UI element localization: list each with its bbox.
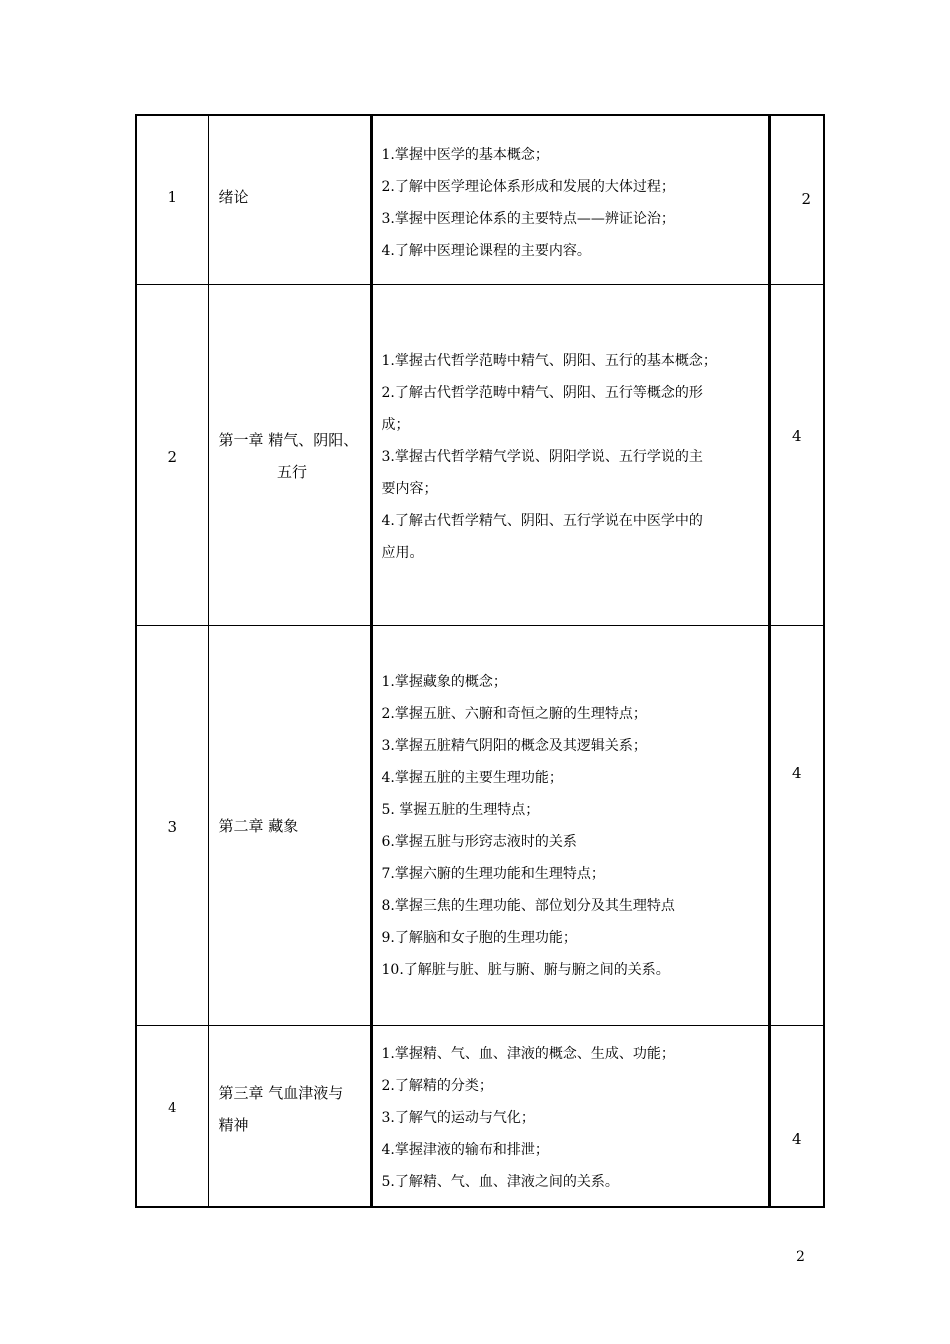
chapter-title-line: 精神: [218, 1115, 249, 1134]
chapter-title-line: 第二章 藏象: [218, 817, 299, 835]
class-hours: 4: [769, 284, 824, 625]
chapter-title: [208, 625, 371, 1025]
table-row: [136, 284, 824, 625]
row-number: 4: [136, 1025, 208, 1207]
learning-goals: [371, 1025, 769, 1207]
chapter-title-line: 绪论: [218, 187, 249, 206]
chapter-title: [208, 115, 371, 284]
goal-item: 10.了解脏与脏、脏与腑、腑与腑之间的关系。: [381, 962, 670, 978]
goal-item: 2.掌握五脏、六腑和奇恒之腑的生理特点；: [381, 706, 647, 722]
goal-item: 7.掌握六腑的生理功能和生理特点；: [381, 866, 605, 882]
goal-item: 4.掌握五脏的主要生理功能；: [381, 770, 563, 786]
goal-item: 5.了解精、气、血、津液之间的关系。: [381, 1173, 619, 1190]
goal-item: 3.了解气的运动与气化；: [381, 1109, 535, 1126]
table-row: [136, 625, 824, 1025]
row-number: 3: [136, 625, 208, 1025]
goal-item: 成；: [381, 416, 410, 433]
goal-item: 4.了解中医理论课程的主要内容。: [381, 242, 591, 259]
class-hours: 2: [769, 115, 824, 284]
goal-item: 应用。: [381, 544, 424, 561]
goal-item: 要内容；: [381, 480, 438, 497]
goal-item: 3.掌握五脏精气阴阳的概念及其逻辑关系；: [381, 738, 647, 754]
goal-item: 4.了解古代哲学精气、阴阳、五行学说在中医学中的: [381, 512, 703, 529]
chapter-title: [208, 284, 371, 625]
goal-item: 2.了解精的分类；: [381, 1077, 493, 1094]
goal-item: 1.掌握中医学的基本概念；: [381, 146, 549, 163]
goal-item: 5. 掌握五脏的生理特点；: [381, 802, 540, 818]
chapter-title-line: 五行: [276, 462, 307, 481]
learning-goals: [371, 625, 769, 1025]
class-hours: 4: [769, 1025, 824, 1207]
chapter-title-line: 第一章 精气、阴阳、: [218, 430, 359, 449]
class-hours: 4: [769, 625, 824, 1025]
page-number: 2: [796, 1249, 805, 1265]
goal-item: 1.掌握藏象的概念；: [381, 674, 507, 690]
goal-item: 6.掌握五脏与形窍志液时的关系: [381, 834, 577, 850]
goal-item: 3.掌握古代哲学精气学说、阴阳学说、五行学说的主: [381, 448, 703, 465]
goal-item: 9.了解脑和女子胞的生理功能；: [381, 930, 577, 946]
goal-item: 2.了解古代哲学范畴中精气、阴阳、五行等概念的形: [381, 384, 703, 401]
table-row: [136, 115, 824, 284]
chapter-title-line: 第三章 气血津液与: [218, 1083, 344, 1102]
goal-item: 8.掌握三焦的生理功能、部位划分及其生理特点: [381, 898, 675, 914]
row-number: 2: [136, 284, 208, 625]
goal-item: 4.掌握津液的输布和排泄；: [381, 1141, 549, 1158]
syllabus-table: [135, 114, 825, 1208]
goal-item: 1.掌握古代哲学范畴中精气、阴阳、五行的基本概念；: [381, 352, 717, 369]
goal-item: 3.掌握中医理论体系的主要特点——辨证论治；: [381, 210, 675, 227]
goal-item: 2.了解中医学理论体系形成和发展的大体过程；: [381, 178, 675, 195]
goal-item: 1.掌握精、气、血、津液的概念、生成、功能；: [381, 1045, 675, 1062]
learning-goals: [371, 115, 769, 284]
chapter-title: [208, 1025, 371, 1207]
table-row: [136, 1025, 824, 1207]
row-number: 1: [136, 115, 208, 284]
learning-goals: [371, 284, 769, 625]
